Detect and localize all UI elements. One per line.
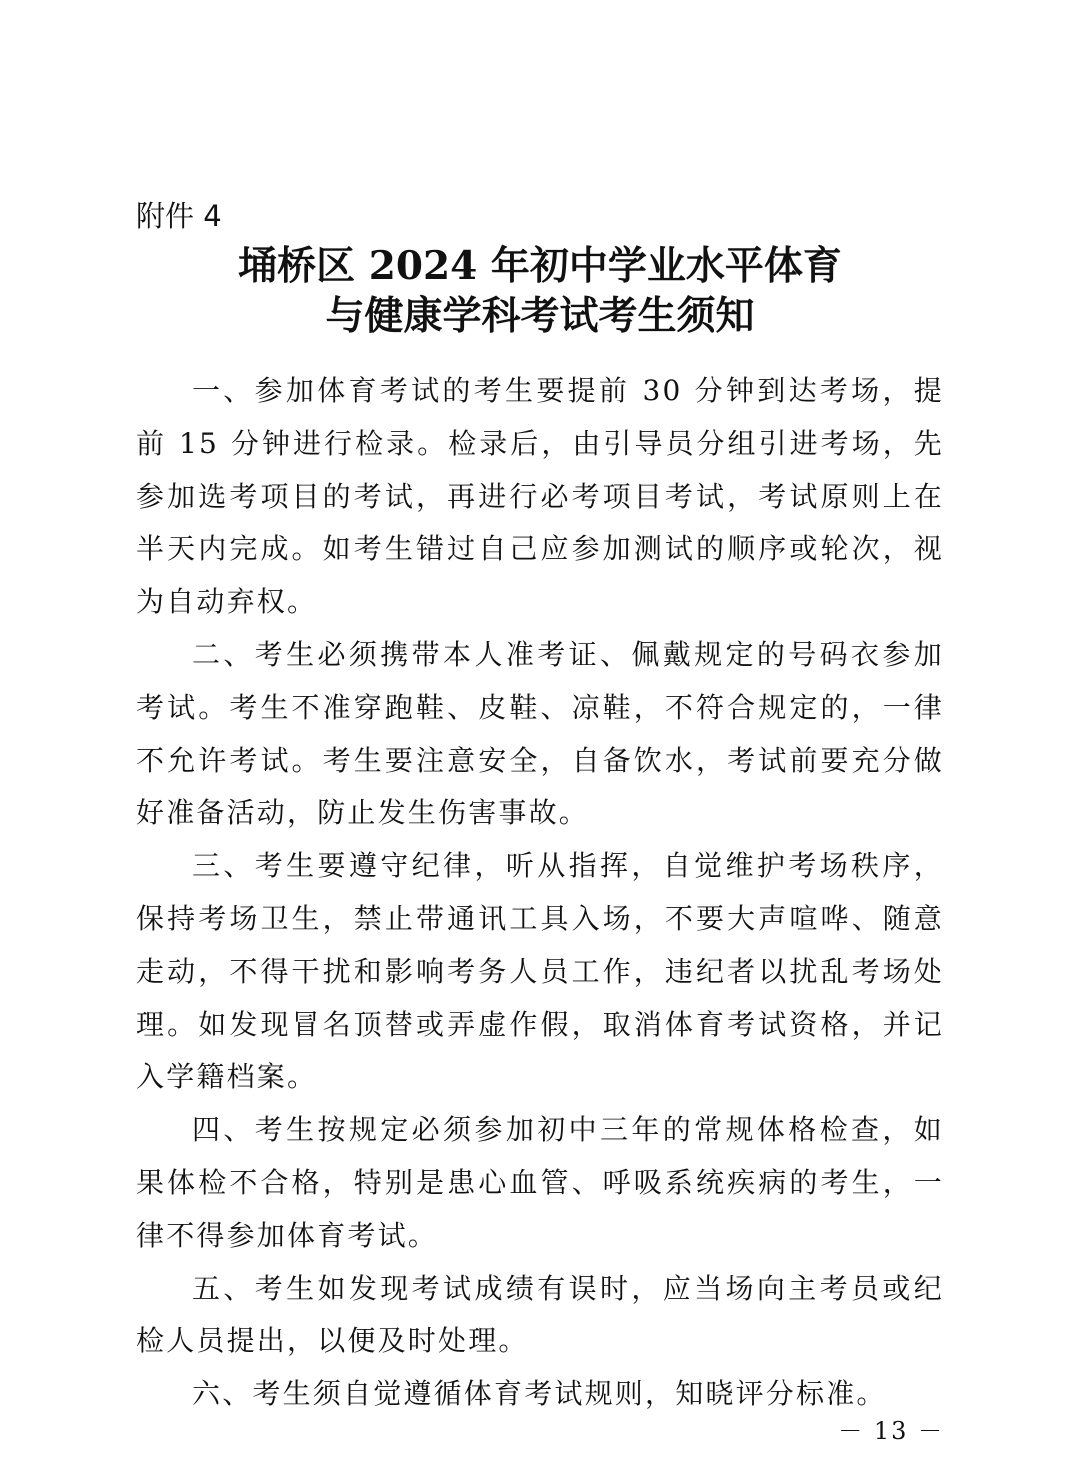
paragraph-6: 六、考生须自觉遵循体育考试规则，知晓评分标准。: [192, 1377, 887, 1411]
document-title-line-2: 与健康学科考试考生须知: [325, 293, 755, 339]
document-title-line-1: 埇桥区 2024 年初中学业水平体育: [238, 243, 842, 289]
document-body: [136, 365, 944, 1421]
paragraph-4: 四、考生按规定必须参加初中三年的常规体格检查，如果体检不合格，特别是患心血管、呼吸系统疾病的考生，一律不得参加体育考试。: [136, 1113, 944, 1252]
paragraph-2: 二、考生必须携带本人准考证、佩戴规定的号码衣参加考试。考生不准穿跑鞋、皮鞋、凉鞋，不符合规定的，一律不允许考试。考生要注意安全，自备饮水，考试前要充分做好准备活动，防止发生伤害事故。: [136, 637, 944, 830]
paragraph-3: 三、考生要遵守纪律，听从指挥，自觉维护考场秩序，保持考场卫生，禁止带通讯工具入场，不要大声喧哗、随意走动，不得干扰和影响考务人员工作，违纪者以扰乱考场处理。如发现冒名顶替或弄虚作假，取消体育考试资格，并记入学籍档案。: [136, 849, 944, 1094]
attachment-label: 附件 4: [136, 199, 222, 233]
paragraph-5: 五、考生如发现考试成绩有误时，应当场向主考员或纪检人员提出，以便及时处理。: [136, 1271, 944, 1358]
paragraph-1: 一、参加体育考试的考生要提前 30 分钟到达考场，提前 15 分钟进行检录。检录后，由引导员分组引进考场，先参加选考项目的考试，再进行必考项目考试，考试原则上在半天内完成。如考生错过自己应参加测试的顺序或轮次，视为自动弃权。: [136, 374, 944, 619]
page-number: － 13 －: [838, 1417, 944, 1445]
